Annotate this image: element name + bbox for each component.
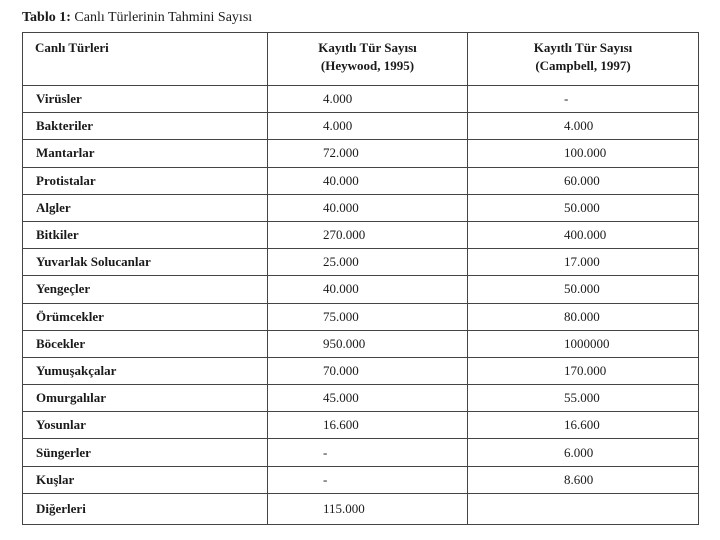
species-table: [22, 32, 699, 525]
species-name-cell: Yumuşakçalar: [23, 357, 268, 384]
heywood-count-cell: 70.000: [268, 357, 468, 384]
header-campbell: [468, 33, 699, 86]
heywood-count-cell: 25.000: [268, 249, 468, 276]
table-caption: [22, 8, 252, 28]
campbell-count-cell: 6.000: [468, 439, 699, 466]
table-header-row: [23, 33, 699, 86]
species-name-cell: Bitkiler: [23, 221, 268, 248]
species-name-cell: Yuvarlak Solucanlar: [23, 249, 268, 276]
heywood-count-cell: 75.000: [268, 303, 468, 330]
table-row: [23, 113, 699, 140]
header-campbell-line2: (Campbell, 1997): [535, 58, 631, 73]
campbell-count-cell: 8.600: [468, 466, 699, 493]
header-heywood: [268, 33, 468, 86]
species-name-cell: Protistalar: [23, 167, 268, 194]
caption-title: Canlı Türlerinin Tahmini Sayısı: [74, 10, 253, 25]
species-name-cell: Mantarlar: [23, 140, 268, 167]
campbell-count-cell: 1000000: [468, 330, 699, 357]
table-row: [23, 86, 699, 113]
heywood-count-cell: 4.000: [268, 86, 468, 113]
table-row: [23, 330, 699, 357]
species-name-cell: Örümcekler: [23, 303, 268, 330]
table-body: [23, 86, 699, 525]
species-name-cell: Diğerleri: [23, 493, 268, 524]
species-name-cell: Algler: [23, 194, 268, 221]
species-name-cell: Kuşlar: [23, 466, 268, 493]
heywood-count-cell: 16.600: [268, 412, 468, 439]
campbell-count-cell: [468, 493, 699, 524]
heywood-count-cell: 270.000: [268, 221, 468, 248]
table-row: [23, 385, 699, 412]
table-row: [23, 412, 699, 439]
table-row: [23, 249, 699, 276]
species-name-cell: Yengeçler: [23, 276, 268, 303]
campbell-count-cell: 60.000: [468, 167, 699, 194]
species-name-cell: Virüsler: [23, 86, 268, 113]
caption-label: Tablo 1:: [22, 10, 71, 25]
table-row: [23, 357, 699, 384]
heywood-count-cell: 40.000: [268, 276, 468, 303]
header-heywood-line1: Kayıtlı Tür Sayısı: [318, 40, 417, 55]
table-row: [23, 167, 699, 194]
campbell-count-cell: 4.000: [468, 113, 699, 140]
table-row: [23, 303, 699, 330]
header-heywood-line2: (Heywood, 1995): [320, 58, 415, 73]
campbell-count-cell: 100.000: [468, 140, 699, 167]
campbell-count-cell: 16.600: [468, 412, 699, 439]
species-name-cell: Bakteriler: [23, 113, 268, 140]
campbell-count-cell: -: [468, 86, 699, 113]
table-row: [23, 194, 699, 221]
campbell-count-cell: 170.000: [468, 357, 699, 384]
heywood-count-cell: 4.000: [268, 113, 468, 140]
species-name-cell: Omurgalılar: [23, 385, 268, 412]
campbell-count-cell: 50.000: [468, 276, 699, 303]
campbell-count-cell: 400.000: [468, 221, 699, 248]
heywood-count-cell: 45.000: [268, 385, 468, 412]
header-species: Canlı Türleri: [23, 33, 268, 86]
campbell-count-cell: 55.000: [468, 385, 699, 412]
table-row: [23, 276, 699, 303]
heywood-count-cell: 40.000: [268, 167, 468, 194]
heywood-count-cell: 950.000: [268, 330, 468, 357]
campbell-count-cell: 80.000: [468, 303, 699, 330]
species-name-cell: Böcekler: [23, 330, 268, 357]
heywood-count-cell: -: [268, 439, 468, 466]
table-row: [23, 493, 699, 524]
species-name-cell: Süngerler: [23, 439, 268, 466]
campbell-count-cell: 50.000: [468, 194, 699, 221]
heywood-count-cell: 72.000: [268, 140, 468, 167]
table-row: [23, 221, 699, 248]
table-row: [23, 466, 699, 493]
heywood-count-cell: 115.000: [268, 493, 468, 524]
table-row: [23, 140, 699, 167]
header-campbell-line1: Kayıtlı Tür Sayısı: [533, 40, 633, 55]
heywood-count-cell: 40.000: [268, 194, 468, 221]
campbell-count-cell: 17.000: [468, 249, 699, 276]
heywood-count-cell: -: [268, 466, 468, 493]
table-row: [23, 439, 699, 466]
species-name-cell: Yosunlar: [23, 412, 268, 439]
